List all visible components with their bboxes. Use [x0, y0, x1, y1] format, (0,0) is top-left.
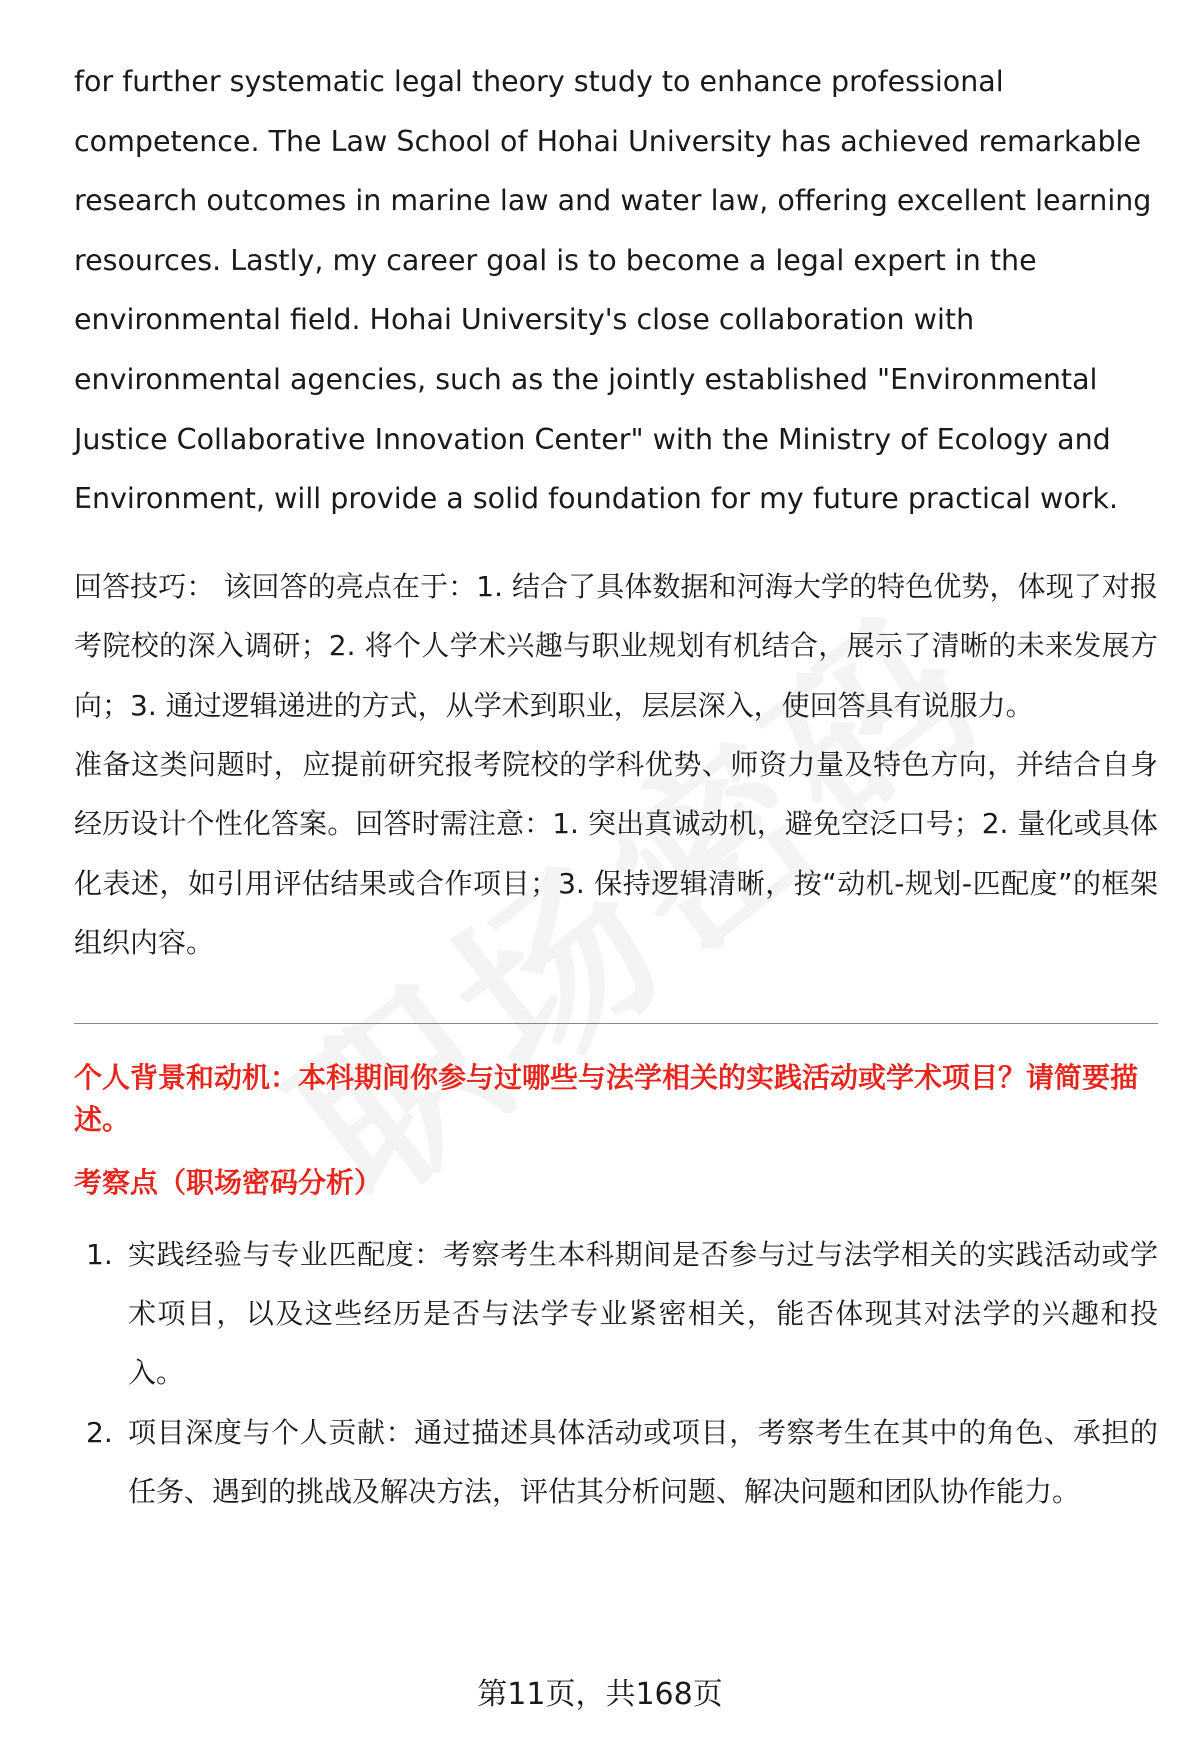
- list-item-number: 2.: [86, 1415, 113, 1449]
- list-item-text: 项目深度与个人贡献：通过描述具体活动或项目，考察考生在其中的角色、承担的任务、遇到的挑战及解决方法，评估其分析问题、解决问题和团队协作能力。: [128, 1415, 1158, 1509]
- english-paragraph: for further systematic legal theory study to enhance professional competence. The Law School of Hohai University has achieved remarkable research outcomes in marine law and water law, offering excellent learning resources. Lastly, my career goal is to become a legal expert in the environmental field. Hohai University's close collaboration with environmental agencies, such as the jointly established "Environmental Justice Collaborative Innovation Center" with the Ministry of Ecology and Environment, will provide a solid foundation for my future practical work.: [74, 65, 1152, 516]
- exam-points-list: [74, 1225, 1158, 1522]
- list-item: [74, 1225, 1158, 1403]
- list-item-text: 实践经验与专业匹配度：考察考生本科期间是否参与过与法学相关的实践活动或学术项目，以及这些经历是否与法学专业紧密相关，能否体现其对法学的兴趣和投入。: [128, 1237, 1158, 1390]
- preparation-advice-paragraph: 准备这类问题时，应提前研究报考院校的学科优势、师资力量及特色方向，并结合自身经历设计个性化答案。回答时需注意：1. 突出真诚动机，避免空泛口号；2. 量化或具体化表述，如引用评估结果或合作项目；3. 保持逻辑清晰，按“动机-规划-匹配度”的框架组织内容。: [74, 747, 1158, 960]
- exam-points-heading: 考察点（职场密码分析）: [74, 1165, 383, 1199]
- list-item: [74, 1403, 1158, 1522]
- page-content: [74, 52, 1158, 1538]
- section-divider: [74, 1023, 1158, 1024]
- answer-tips-paragraph: 回答技巧： 该回答的亮点在于：1. 结合了具体数据和河海大学的特色优势，体现了对报考院校的深入调研；2. 将个人学术兴趣与职业规划有机结合，展示了清晰的未来发展方向；3. 通过逻辑递进的方式，从学术到职业，层层深入，使回答具有说服力。: [74, 569, 1158, 722]
- question-heading: 个人背景和动机：本科期间你参与过哪些与法学相关的实践活动或学术项目？请简要描述。: [74, 1060, 1139, 1136]
- page-footer: 第11页，共168页: [477, 1677, 723, 1712]
- list-item-number: 1.: [86, 1237, 113, 1271]
